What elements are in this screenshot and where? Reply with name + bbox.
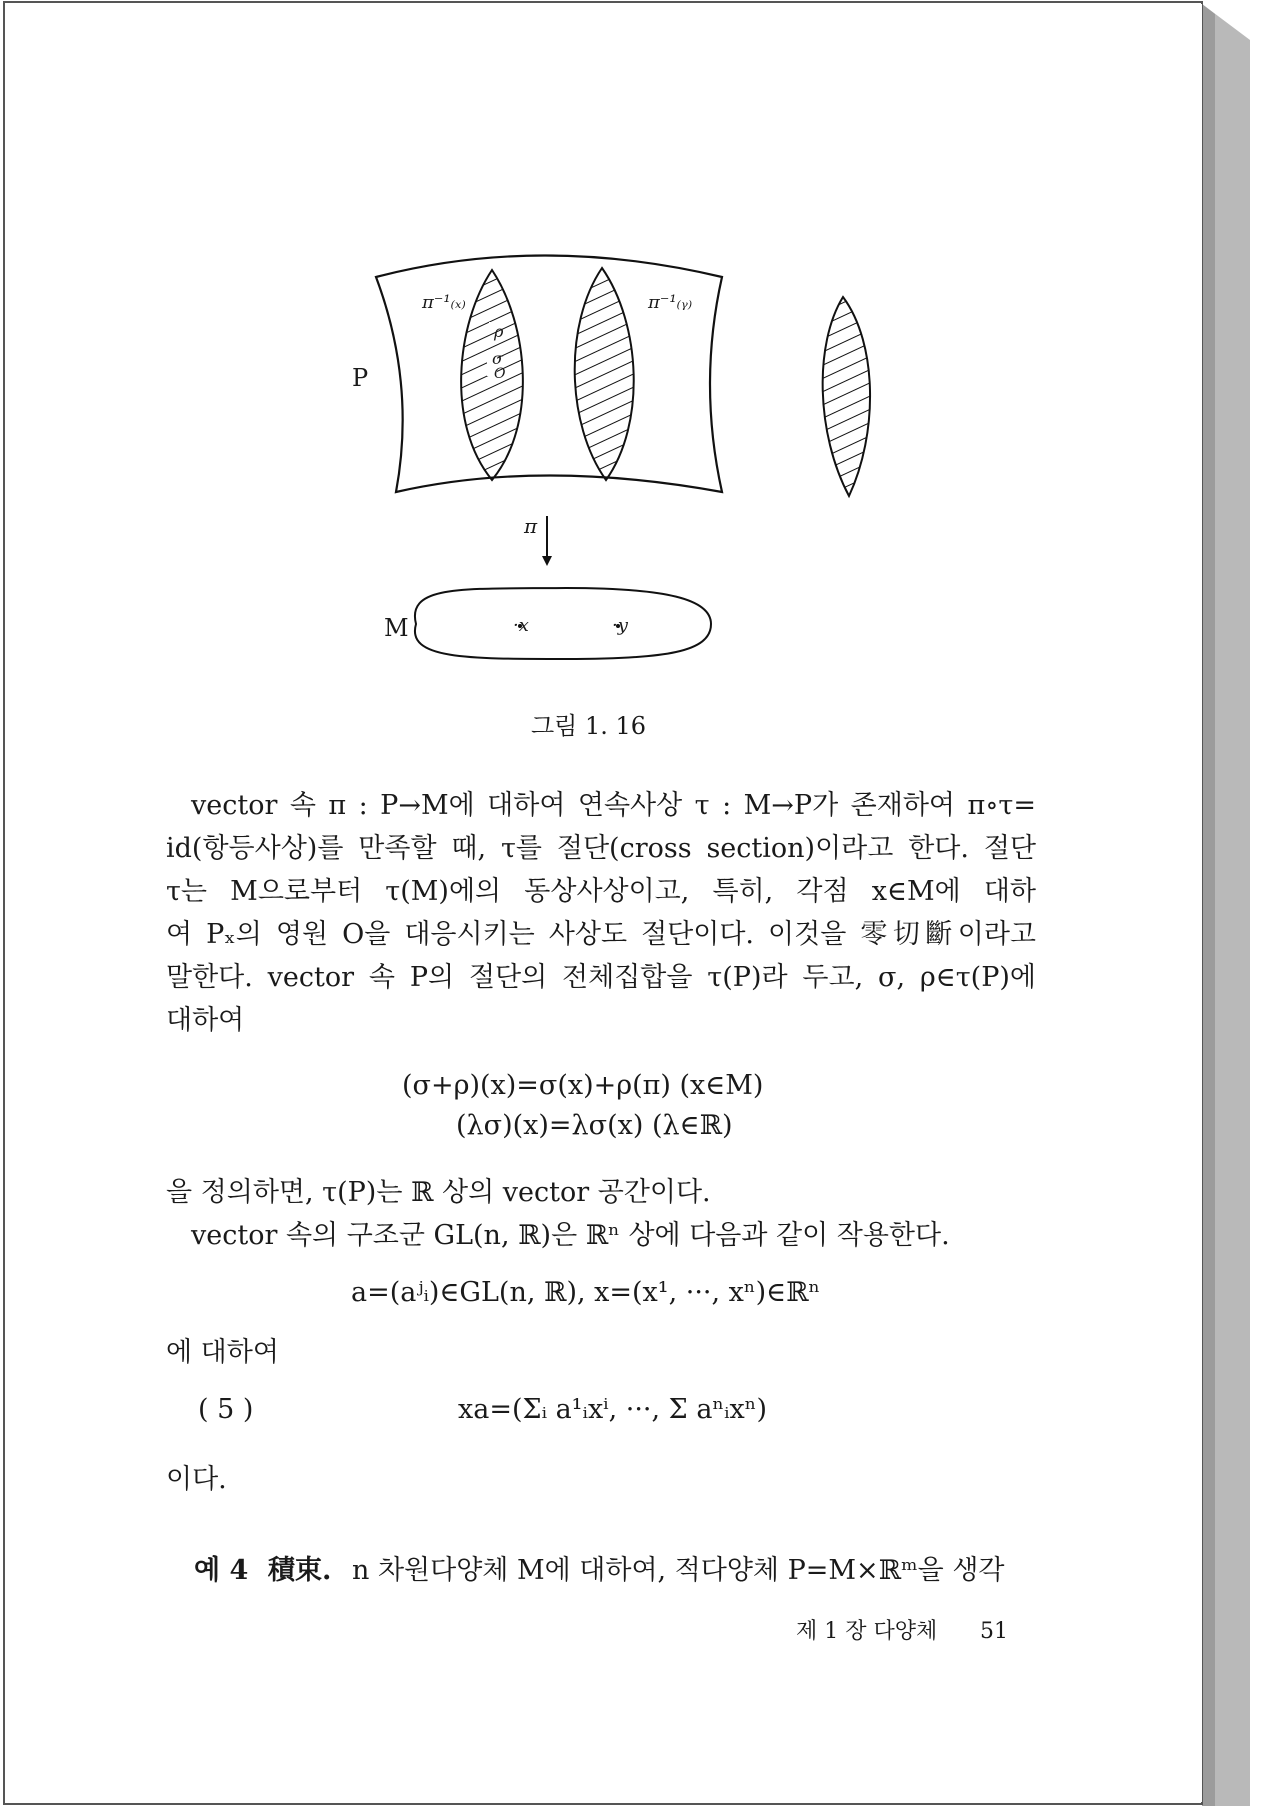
equation-number: ( 5 ) <box>198 1394 254 1425</box>
base-m-outline <box>415 588 711 659</box>
label-rho: ρ <box>494 322 504 341</box>
paragraph-line: 여 Pₓ의 영원 O을 대응시키는 사상도 절단이다. 이것을 零切斷이라고 <box>166 919 1036 950</box>
book-page <box>6 4 1202 1802</box>
text-line: vector 속의 구조군 GL(n, ℝ)은 ℝⁿ 상에 다음과 같이 작용한다. <box>191 1220 950 1251</box>
equation-group-element: a=(aʲᵢ)∈GL(n, ℝ), x=(x¹, ···, xⁿ)∈ℝⁿ <box>351 1277 821 1308</box>
paragraph-line: 말한다. vector 속 P의 절단의 전체집합을 τ(P)라 두고, σ, ρ∈τ(P)에 <box>166 962 1036 993</box>
running-footer-chapter: 제 1 장 다양체 <box>796 1619 938 1644</box>
label-point-x: ·x <box>513 615 529 636</box>
paragraph-line: 대하여 <box>166 1005 245 1036</box>
example-text: n 차원다양체 M에 대하여, 적다양체 P=M×ℝᵐ을 생각 <box>352 1555 1005 1586</box>
example-title: 積束. <box>268 1555 332 1586</box>
label-pi: π <box>524 514 538 538</box>
figure-1-16 <box>6 4 1202 764</box>
label-zero: O <box>494 366 506 382</box>
equation-sum: (σ+ρ)(x)=σ(x)+ρ(π) (x∈M) <box>402 1070 764 1101</box>
label-point-y: ·y <box>612 615 628 636</box>
label-p: P <box>352 364 369 392</box>
label-pi-inverse-y: π⁻¹₍ᵧ₎ <box>648 292 693 313</box>
paragraph-line: τ는 M으로부터 τ(M)에의 동상사상이고, 특히, 각점 x∈M에 대하 <box>166 876 1036 907</box>
figure-caption: 그림 1. 16 <box>531 712 647 740</box>
paragraph-line: vector 속 π : P→M에 대하여 연속사상 τ : M→P가 존재하여 π∘τ= <box>191 790 1036 821</box>
equation-scalar: (λσ)(x)=λσ(x) (λ∈ℝ) <box>456 1110 733 1141</box>
paragraph-line: id(항등사상)를 만족할 때, τ를 절단(cross section)이라고 한다. 절단 <box>166 833 1036 864</box>
fiber-y <box>575 268 634 480</box>
equation-5: xa=(Σᵢ a¹ᵢxⁱ, ···, Σ aⁿᵢxⁿ) <box>458 1394 767 1425</box>
text-line: 에 대하여 <box>166 1337 279 1368</box>
fiber-standalone <box>823 297 870 496</box>
label-m: M <box>384 614 409 642</box>
example-label: 예 4 <box>194 1555 249 1586</box>
text-line: 이다. <box>166 1464 227 1495</box>
page-number: 51 <box>980 1619 1008 1644</box>
label-pi-inverse-x: π⁻¹₍ₓ₎ <box>422 292 466 313</box>
bundle-p-outline <box>376 256 722 493</box>
label-sigma: σ <box>492 349 503 368</box>
text-line: 을 정의하면, τ(P)는 ℝ 상의 vector 공간이다. <box>166 1177 711 1208</box>
